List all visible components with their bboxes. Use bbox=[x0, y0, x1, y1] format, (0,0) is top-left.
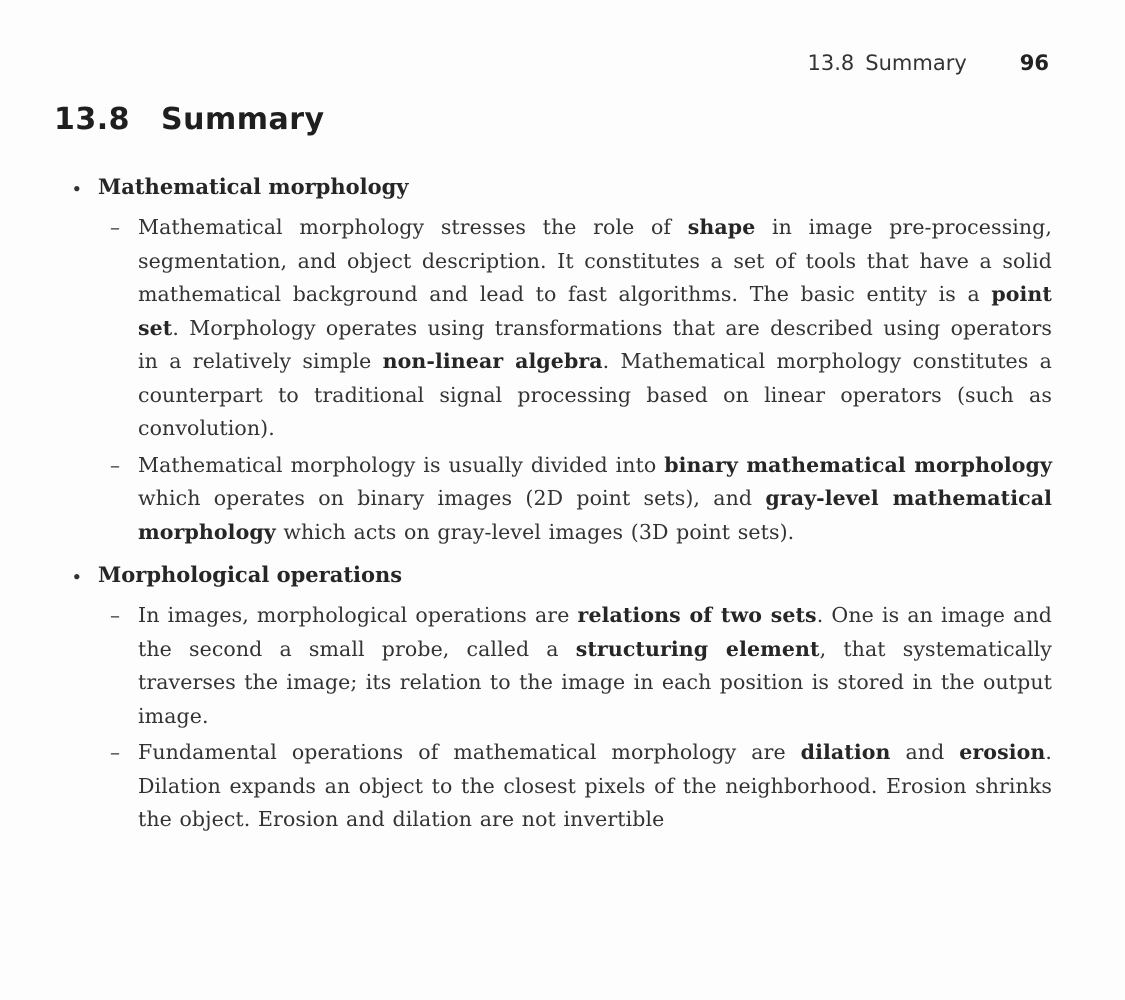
dash-icon: – bbox=[110, 603, 120, 627]
group-items bbox=[110, 211, 1052, 549]
running-head-section-title: Summary bbox=[865, 51, 967, 75]
bullet-icon: • bbox=[72, 568, 82, 586]
group-items bbox=[110, 599, 1052, 837]
bullet-group bbox=[72, 558, 1052, 837]
text-segment: . Dilation expands an object to the closest pixels of the neighborhood. Erosion shrinks the object. Erosion and dilation are not invertible bbox=[138, 740, 1052, 831]
section-heading-title: Summary bbox=[161, 102, 325, 137]
list-item bbox=[110, 211, 1052, 446]
bold-term: erosion bbox=[959, 740, 1046, 764]
text-segment: which operates on binary images (2D point sets), and bbox=[138, 486, 766, 510]
bullet-list bbox=[0, 170, 1052, 837]
item-text bbox=[138, 599, 1052, 733]
bullet-title-row bbox=[72, 170, 1052, 206]
bold-term: structuring element bbox=[575, 636, 820, 661]
item-text bbox=[138, 736, 1052, 837]
section-heading-number: 13.8 bbox=[54, 102, 131, 137]
text-segment: and bbox=[890, 740, 960, 764]
text-segment: Mathematical morphology is usually divided into bbox=[138, 452, 665, 477]
text-segment: , that systematically traverses the image; its relation to the image in each position is stored in the output image. bbox=[138, 636, 1052, 728]
bullet-group bbox=[72, 170, 1052, 549]
bullet-title-row bbox=[72, 558, 1052, 594]
text-segment: Mathematical morphology stresses the role of bbox=[138, 215, 688, 239]
text-segment: Fundamental operations of mathematical morphology are bbox=[138, 740, 801, 764]
text-segment: . Mathematical morphology constitutes a counterpart to traditional signal processing based on linear operators (such as convolution). bbox=[138, 349, 1052, 440]
bold-term: point set bbox=[138, 282, 1052, 340]
running-head bbox=[0, 51, 1049, 75]
bullet-group-title: Mathematical morphology bbox=[98, 174, 409, 199]
item-text bbox=[138, 449, 1052, 550]
list-item bbox=[110, 599, 1052, 733]
bullet-icon: • bbox=[72, 180, 82, 198]
dash-icon: – bbox=[110, 740, 120, 764]
dash-icon: – bbox=[110, 215, 120, 239]
bold-term: non-linear algebra bbox=[382, 349, 603, 373]
bold-term: relations of two sets bbox=[577, 603, 817, 627]
section-heading bbox=[54, 102, 325, 137]
item-text bbox=[138, 211, 1052, 446]
page-number: 96 bbox=[1019, 51, 1049, 75]
bold-term: gray-level mathematical morphology bbox=[138, 486, 1052, 544]
dash-icon: – bbox=[110, 452, 120, 477]
text-segment: which acts on gray-level images (3D point sets). bbox=[275, 519, 795, 544]
text-segment: . Morphology operates using transformations that are described using operators in a relatively simple bbox=[138, 315, 1052, 373]
bold-term: dilation bbox=[800, 740, 891, 764]
bold-term: shape bbox=[687, 215, 756, 239]
text-segment: . One is an image and the second a small probe, called a bbox=[138, 603, 1052, 661]
page-body bbox=[0, 170, 1052, 840]
text-segment: in image pre-processing, segmentation, and object description. It constitutes a set of tools that have a solid mathematical background and lead to fast algorithms. The basic entity is a bbox=[138, 215, 1052, 306]
bullet-group-title: Morphological operations bbox=[98, 562, 403, 587]
list-item bbox=[110, 736, 1052, 837]
bold-term: binary mathematical morphology bbox=[664, 452, 1052, 477]
list-item bbox=[110, 449, 1052, 550]
text-segment: In images, morphological operations are bbox=[138, 603, 578, 627]
running-head-section-number: 13.8 bbox=[807, 51, 855, 75]
